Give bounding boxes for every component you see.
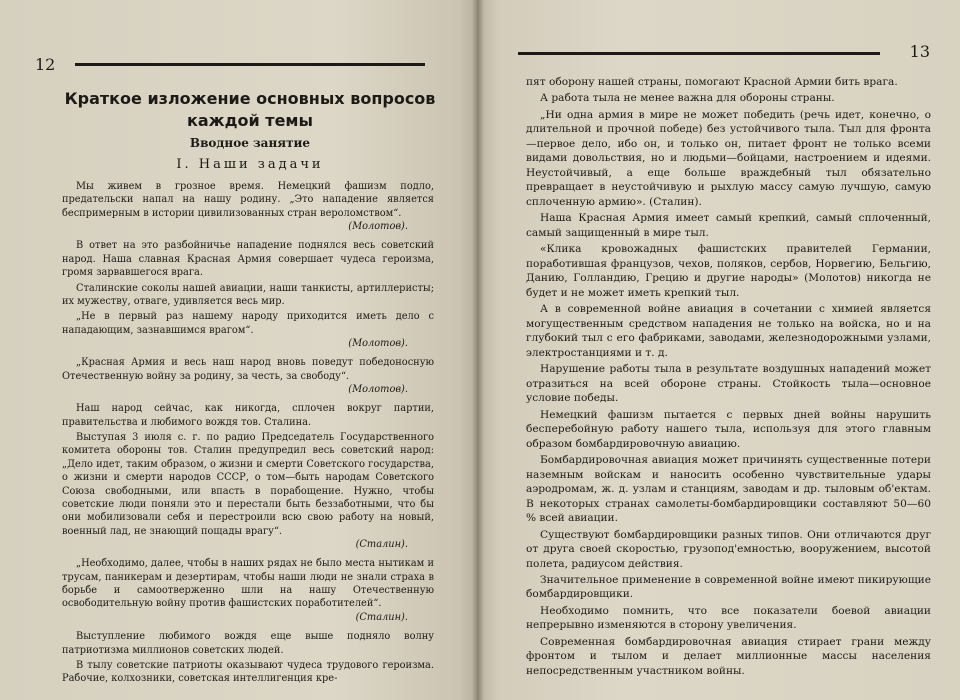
attribution: (Молотов). [348, 337, 408, 349]
attribution: (Молотов). [348, 384, 408, 396]
paragraph: В тылу советские патриоты оказывают чудеса трудового героизма. Рабочие, колхозники, советская интеллигенция кре- [62, 659, 434, 685]
header-rule [518, 52, 880, 55]
attribution: (Молотов). [348, 221, 408, 233]
paragraph: А в современной войне авиация в сочетании с химией является могущественным средством нападения не только на войска, но и на глубокий тыл с его фабриками, заводами, железнодорожными узлами, электростанциями и т. д. [526, 303, 931, 359]
book-gutter [472, 0, 484, 700]
paragraph: Существуют бомбардировщики разных типов. Они отличаются друг от друга своей скоростью, грузопод'емностью, вооружением, высотой полета, радиусом действия. [526, 528, 931, 570]
paragraph: Наш народ сейчас, как никогда, сплочен вокруг партии, правительства и любимого вождя тов. Сталина. [62, 403, 434, 428]
paragraph: „Красная Армия и весь наш народ вновь поведут победоносную Отечественную войну за родину, за честь, за свободу“. (Молотов). [62, 357, 434, 396]
paragraph: Значительное применение в современной войне имеют пикирующие бомбардировщики. [526, 573, 931, 601]
paragraph: Выступая 3 июля с. г. по радио Председатель Государственного комитета обороны тов. Сталин предупредил весь советский народ: „Дело идет, таким образом, о жизни и смерти Советского государства, о жизни и смерти народов СССР, о том—быть народам Советского Союза свободными, или впасть в порабощение. Нужно, чтобы советские люди поняли это и перестали быть беззаботными, что бы они мобилизовали себя и перестроили всю свою работу на новый, военный лад, не знающий пощады врагу“. (Сталин). [62, 432, 434, 550]
page-number: 13 [909, 42, 930, 61]
paragraph: „Необходимо, далее, чтобы в наших рядах не было места нытикам и трусам, паникерам и дезертирам, чтобы наши люди не знали страха в борьбе и самоотверженно шли на нашу Отечественную освободительную войну против фашистских поработителей“. (Сталин). [62, 558, 434, 623]
subtitle: Вводное занятие [189, 136, 311, 150]
left-page [0, 0, 478, 700]
attribution: (Сталин). [355, 611, 408, 623]
paragraph: „Ни одна армия в мире не может победить (речь идет, конечно, о длительной и прочной победе) без устойчивого тыла. Тыл для фронта—первое дело, ибо он, и только он, питает фронт не только всеми видами довольствия, но и людьми—бойцами, настроением и идеями. Неустойчивый, а еще больше враждебный тыл обязательно превращает в неустойчивую и рыхлую массу самую лучшую, самую сплоченную армию». (Сталин). [526, 108, 931, 208]
paragraph: Сталинские соколы нашей авиации, наши танкисты, артиллеристы; их мужеству, отваге, удивляется весь мир. [62, 282, 434, 307]
page-number: 12 [35, 55, 56, 74]
paragraph: Нарушение работы тыла в результате воздушных нападений может отразиться на всей обороне страны. Стойкость тыла—основное условие победы. [526, 363, 931, 405]
paragraph: „Не в первый раз нашему народу приходится иметь дело с нападающим, зазнавшимся врагом“. (Молотов). [62, 311, 434, 349]
paragraph: А работа тыла не менее важна для обороны страны. [540, 92, 835, 105]
paragraph: В ответ на это разбойничье нападение поднялся весь советский народ. Наша славная Красная Армия совершает чудеса героизма, громя зарвавшегося врага. [62, 240, 434, 279]
paragraph: Бомбардировочная авиация может причинять существенные потери наземным войскам и наносить особенно чувствительные удары аэродромам, ж. д. узлам и станциям, заводам и др. тыловым об'ектам. В некоторых странах самолеты-бомбардировщики составляют 50—60 % всей авиации. [526, 454, 931, 525]
paragraph: Немецкий фашизм пытается с первых дней войны нарушить бесперебойную работу нашего тыла, используя для этого главным образом бомбардировочную авиацию. [526, 408, 931, 450]
paragraph: Наша Красная Армия имеет самый крепкий, самый сплоченный, самый защищенный в мире тыл. [526, 212, 931, 239]
right-body-text [526, 75, 931, 680]
paragraph: Необходимо помнить, что все показатели боевой авиации непрерывно изменяются в сторону увеличения. [526, 604, 931, 632]
page-title [50, 88, 450, 132]
paragraph: Мы живем в грозное время. Немецкий фашизм подло, предательски напал на нашу родину. „Это нападение является беспримерным в истории цивилизованных стран вероломством“. (Молотов). [62, 181, 434, 233]
title-line: Краткое изложение основных вопросов [64, 89, 436, 108]
attribution: (Сталин). [355, 538, 408, 550]
title-line: каждой темы [187, 111, 313, 130]
section-heading: I. Наши задачи [176, 157, 324, 172]
paragraph: Выступление любимого вождя еще выше подняло волну патриотизма миллионов советских людей. [62, 631, 434, 656]
paragraph: «Клика кровожадных фашистских правителей Германии, поработившая французов, чехов, поляков, сербов, Норвегию, Бельгию, Данию, Голландию, Грецию и другие народы» (Молотов) никогда не будет и не может иметь крепкий тыл. [526, 243, 931, 299]
paragraph: пят оборону нашей страны, помогают Красной Армии бить врага. [526, 76, 898, 88]
header-rule [75, 63, 425, 66]
left-body-text [62, 180, 434, 688]
right-page [478, 0, 960, 700]
paragraph: Современная бомбардировочная авиация стирает грани между фронтом и тылом и делает миллионные массы населения непосредственным участником войны. [526, 635, 931, 677]
